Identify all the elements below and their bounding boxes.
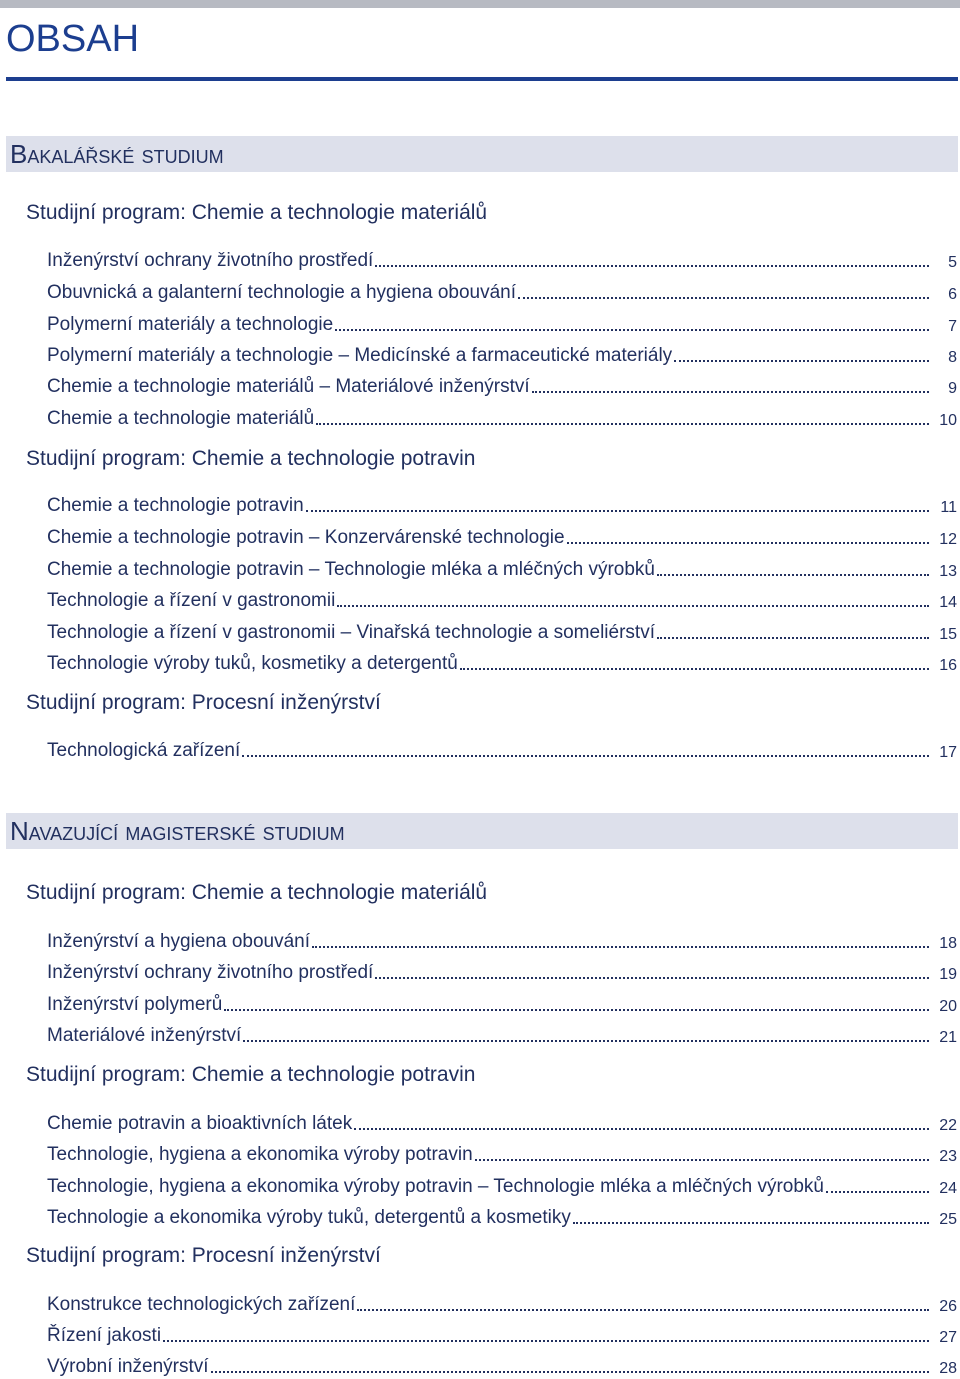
toc-entry[interactable]: [47, 1350, 957, 1378]
program-prefix: Studijní program:: [26, 201, 186, 224]
program-heading: [26, 1063, 475, 1087]
toc-entry[interactable]: [47, 1107, 957, 1135]
program-heading: [26, 691, 381, 715]
program-heading: [26, 1244, 381, 1268]
toc-entry[interactable]: [47, 1288, 957, 1316]
toc-entry-label: Inženýrství ochrany životního prostředí: [47, 250, 374, 271]
program-prefix: Studijní program:: [26, 881, 186, 904]
toc-entry-label: Chemie a technologie potravin – Technologie mléka a mléčných výrobků: [47, 559, 655, 580]
dot-leader: [312, 946, 929, 948]
dot-leader: [335, 329, 929, 331]
dot-leader: [357, 1309, 929, 1311]
dot-leader: [163, 1340, 929, 1342]
toc-entry[interactable]: [47, 734, 957, 762]
toc-entry[interactable]: [47, 988, 957, 1016]
toc-entry[interactable]: [47, 1138, 957, 1166]
dot-leader: [826, 1191, 929, 1193]
toc-entry[interactable]: [47, 244, 957, 272]
toc-page-number: 21: [939, 1029, 957, 1046]
toc-entry-label: Technologie, hygiena a ekonomika výroby potravin – Technologie mléka a mléčných výrobků: [47, 1176, 824, 1197]
toc-entry[interactable]: [47, 616, 957, 644]
toc-entry[interactable]: [47, 308, 957, 336]
toc-entry-label: Polymerní materiály a technologie – Medicínské a farmaceutické materiály: [47, 345, 673, 366]
toc-entry-label: Výrobní inženýrství: [47, 1356, 209, 1377]
toc-entry[interactable]: [47, 521, 957, 549]
dot-leader: [242, 755, 929, 757]
dot-leader: [674, 360, 929, 362]
program-prefix: Studijní program:: [26, 447, 186, 470]
program-name: Procesní inženýrství: [191, 691, 381, 714]
toc-entry[interactable]: [47, 339, 957, 367]
toc-page-number: 20: [939, 998, 957, 1015]
toc-entry-label: Obuvnická a galanterní technologie a hygiena obouvání: [47, 282, 517, 303]
toc-entry[interactable]: [47, 1170, 957, 1198]
toc-page-number: 14: [939, 594, 957, 611]
toc-entry-label: Inženýrství polymerů: [47, 994, 223, 1015]
toc-entry[interactable]: [47, 1201, 957, 1229]
dot-leader: [573, 1222, 929, 1224]
dot-leader: [657, 574, 929, 576]
dot-leader: [354, 1128, 929, 1130]
toc-entry-label: Chemie a technologie materiálů: [47, 408, 315, 429]
toc-page-number: 5: [948, 254, 957, 271]
toc-entry[interactable]: [47, 553, 957, 581]
title-rule: [6, 77, 958, 81]
toc-page-number: 17: [939, 744, 957, 761]
toc-entry[interactable]: [47, 584, 957, 612]
toc-entry-label: Technologie a řízení v gastronomii – Vinařská technologie a someliérství: [47, 622, 655, 643]
dot-leader: [375, 265, 929, 267]
toc-entry-label: Inženýrství a hygiena obouvání: [47, 931, 311, 952]
dot-leader: [657, 637, 929, 639]
toc-page-number: 28: [939, 1360, 957, 1377]
toc-entry-label: Chemie a technologie potravin – Konzervárenské technologie: [47, 527, 565, 548]
toc-page-number: 19: [939, 966, 957, 983]
toc-page-number: 24: [939, 1180, 957, 1197]
toc-entry[interactable]: [47, 956, 957, 984]
toc-page-number: 8: [948, 349, 957, 366]
toc-entry-label: Chemie a technologie materiálů – Materiálové inženýrství: [47, 376, 530, 397]
top-bar: [0, 0, 960, 8]
toc-page-number: 10: [939, 412, 957, 429]
toc-entry-label: Inženýrství ochrany životního prostředí: [47, 962, 374, 983]
program-prefix: Studijní program:: [26, 691, 186, 714]
toc-entry[interactable]: [47, 276, 957, 304]
toc-page-number: 26: [939, 1298, 957, 1315]
toc-entry-label: Chemie a technologie potravin: [47, 495, 304, 516]
toc-page-number: 16: [939, 657, 957, 674]
program-prefix: Studijní program:: [26, 1244, 186, 1267]
toc-page-number: 23: [939, 1148, 957, 1165]
dot-leader: [518, 297, 929, 299]
toc-entry-label: Chemie potravin a bioaktivních látek: [47, 1113, 353, 1134]
toc-page-number: 11: [940, 499, 957, 516]
dot-leader: [306, 510, 929, 512]
dot-leader: [316, 423, 929, 425]
dot-leader: [475, 1159, 929, 1161]
toc-page-number: 18: [939, 935, 957, 952]
toc-entry-label: Konstrukce technologických zařízení: [47, 1294, 356, 1315]
toc-entry[interactable]: [47, 925, 957, 953]
toc-page-number: 9: [948, 380, 957, 397]
program-prefix: Studijní program:: [26, 1063, 186, 1086]
toc-entry-label: Technologie, hygiena a ekonomika výroby potravin: [47, 1144, 473, 1165]
toc-entry-label: Technologie a ekonomika výroby tuků, detergentů a kosmetiky: [47, 1207, 571, 1228]
dot-leader: [532, 391, 929, 393]
toc-entry[interactable]: [47, 647, 957, 675]
dot-leader: [211, 1371, 929, 1373]
toc-page-number: 27: [939, 1329, 957, 1346]
dot-leader: [224, 1009, 929, 1011]
toc-entry-label: Řízení jakosti: [47, 1325, 162, 1346]
toc-page-number: 6: [948, 286, 957, 303]
program-name: Chemie a technologie materiálů: [191, 201, 488, 224]
program-name: Procesní inženýrství: [191, 1244, 381, 1267]
toc-entry[interactable]: [47, 489, 957, 517]
dot-leader: [337, 605, 929, 607]
toc-entry[interactable]: [47, 370, 957, 398]
program-name: Chemie a technologie potravin: [191, 1063, 476, 1086]
program-heading: [26, 881, 487, 905]
toc-page-number: 7: [948, 318, 957, 335]
dot-leader: [567, 542, 929, 544]
toc-entry-label: Technologie a řízení v gastronomii: [47, 590, 336, 611]
section-heading-bachelor: Bakalářské studium: [6, 136, 958, 172]
toc-entry-label: Technologická zařízení: [47, 740, 241, 761]
toc-entry[interactable]: [47, 1019, 957, 1047]
toc-page-number: 13: [939, 563, 957, 580]
program-heading: [26, 447, 475, 471]
program-name: Chemie a technologie potravin: [191, 447, 476, 470]
toc-page-number: 12: [939, 531, 957, 548]
toc-entry[interactable]: [47, 402, 957, 430]
section-heading-master: Navazující magisterské studium: [6, 813, 958, 849]
toc-entry-label: Polymerní materiály a technologie: [47, 314, 334, 335]
toc-entry-label: Technologie výroby tuků, kosmetiky a detergentů: [47, 653, 458, 674]
program-heading: [26, 201, 487, 225]
dot-leader: [243, 1040, 929, 1042]
toc-page-number: 15: [939, 626, 957, 643]
toc-page-number: 25: [939, 1211, 957, 1228]
toc-entry[interactable]: [47, 1319, 957, 1347]
toc-entry-label: Materiálové inženýrství: [47, 1025, 242, 1046]
program-name: Chemie a technologie materiálů: [191, 881, 488, 904]
dot-leader: [375, 977, 929, 979]
toc-page-number: 22: [939, 1117, 957, 1134]
dot-leader: [460, 668, 929, 670]
page-title: OBSAH: [6, 18, 140, 60]
